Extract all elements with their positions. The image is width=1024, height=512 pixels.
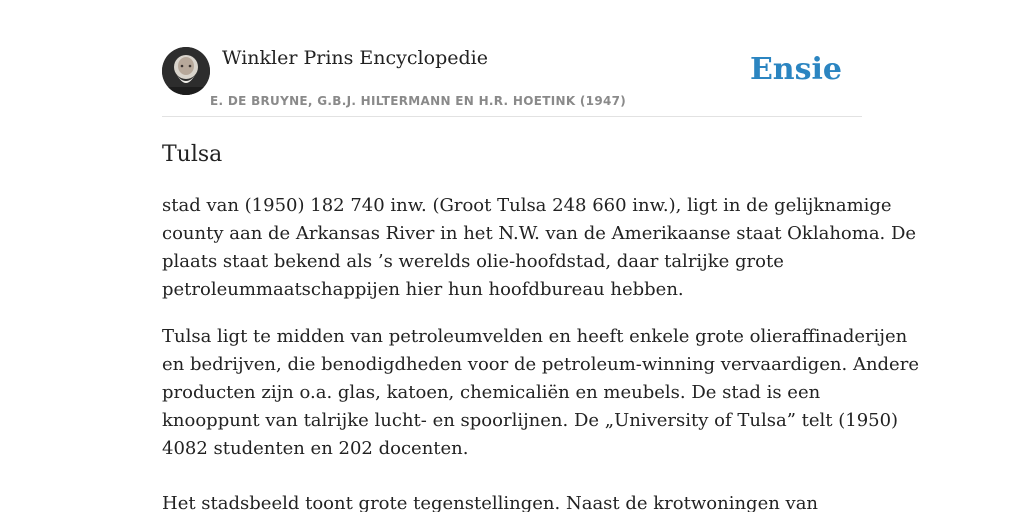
paragraph-line: petroleummaatschappijen hier hun hoofdbureau hebben. (162, 279, 684, 300)
article-paragraph-2 (162, 323, 919, 463)
authors-credit: E. DE BRUYNE, G.B.J. HILTERMANN EN H.R. HOETINK (1947) (210, 94, 627, 108)
paragraph-line: knooppunt van talrijke lucht- en spoorlijnen. De „University of Tulsa” telt (1950) (162, 410, 899, 431)
article-paragraph-1 (162, 192, 917, 304)
article-paragraph-3 (162, 490, 862, 512)
paragraph-line: county aan de Arkansas River in het N.W. van de Amerikaanse staat Oklahoma. De (162, 223, 917, 244)
encyclopedia-title: Winkler Prins Encyclopedie (222, 47, 488, 69)
paragraph-line: Tulsa ligt te midden van petroleumvelden en heeft enkele grote olieraffinaderijen (162, 326, 908, 347)
paragraph-line: 4082 studenten en 202 docenten. (162, 438, 469, 459)
paragraph-line: producten zijn o.a. glas, katoen, chemicaliën en meubels. De stad is een (162, 382, 821, 403)
article-title: Tulsa (162, 142, 223, 167)
paragraph-line: stad van (1950) 182 740 inw. (Groot Tulsa 248 660 inw.), ligt in de gelijknamige (162, 195, 892, 216)
content-column (162, 0, 919, 512)
paragraph-line: plaats staat bekend als ’s werelds olie-hoofdstad, daar talrijke grote (162, 251, 784, 272)
author-avatar (162, 47, 210, 95)
paragraph-line: en bedrijven, die benodigdheden voor de petroleum-winning vervaardigen. Andere (162, 354, 919, 375)
encyclopedia-header (162, 0, 862, 117)
author-portrait-image (162, 47, 210, 95)
paragraph-line: Het stadsbeeld toont grote tegenstellingen. Naast de krotwoningen van (162, 493, 819, 512)
ensie-logo-link[interactable]: Ensie (749, 52, 842, 87)
